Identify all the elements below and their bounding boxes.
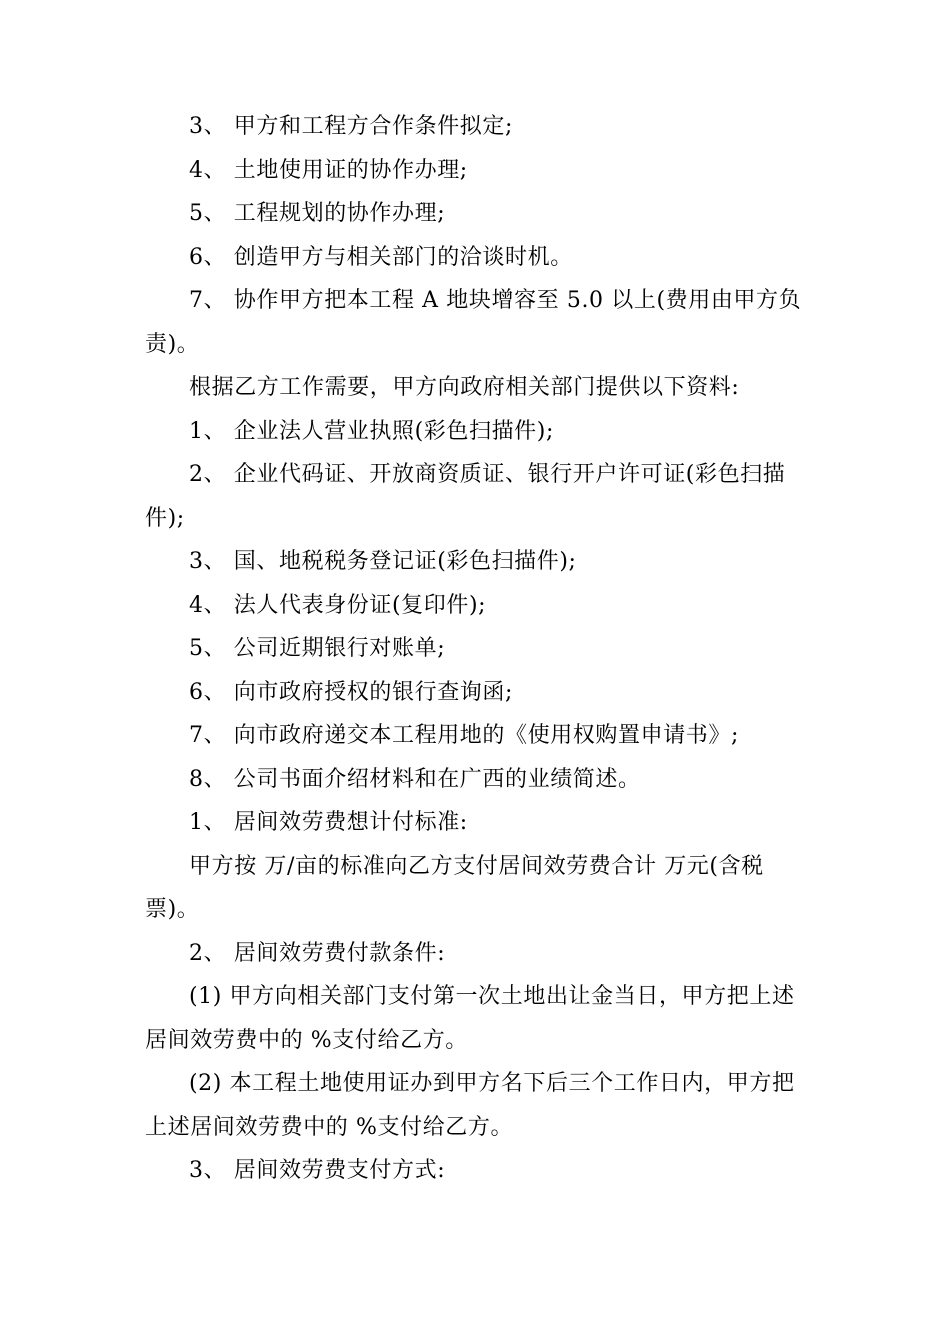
paragraph: 5、 工程规划的协作办理; (189, 201, 446, 226)
paragraph: 1、 居间效劳费想计付标准: (189, 810, 468, 835)
paragraph: (1) 甲方向相关部门支付第一次土地出让金当日，甲方把上述居间效劳费中的 %支付给乙方。 (145, 984, 795, 1053)
paragraph: 根据乙方工作需要，甲方向政府相关部门提供以下资料: (189, 375, 740, 400)
paragraph: 7、 协作甲方把本工程 A 地块增容至 5.0 以上(费用由甲方负责)。 (145, 288, 802, 357)
paragraph: 8、 公司书面介绍材料和在广西的业绩简述。 (189, 766, 641, 792)
paragraph: 7、 向市政府递交本工程用地的《使用权购置申请书》; (189, 723, 740, 748)
paragraph: 3、 甲方和工程方合作条件拟定; (189, 114, 514, 139)
paragraph: 甲方按 万/亩的标准向乙方支付居间效劳费合计 万元(含税票)。 (145, 853, 764, 922)
paragraph: 6、 创造甲方与相关部门的洽谈时机。 (189, 244, 573, 270)
paragraph: 6、 向市政府授权的银行查询函; (189, 679, 514, 705)
paragraph: 4、 法人代表身份证(复印件); (189, 592, 487, 618)
paragraph: 1、 企业法人营业执照(彩色扫描件); (189, 418, 554, 444)
paragraph: 3、 国、地税税务登记证(彩色扫描件); (189, 549, 577, 574)
paragraph: 3、 居间效劳费支付方式: (189, 1158, 446, 1183)
paragraph: (2) 本工程土地使用证办到甲方名下后三个工作日内，甲方把上述居间效劳费中的 %支付给乙方。 (145, 1071, 795, 1140)
paragraph: 5、 公司近期银行对账单; (189, 636, 446, 661)
paragraph: 4、 土地使用证的协作办理; (189, 157, 468, 183)
paragraph: 2、 居间效劳费付款条件: (189, 940, 446, 966)
document-body (145, 105, 805, 1193)
paragraph: 2、 企业代码证、开放商资质证、银行开户许可证(彩色扫描件); (145, 462, 786, 531)
